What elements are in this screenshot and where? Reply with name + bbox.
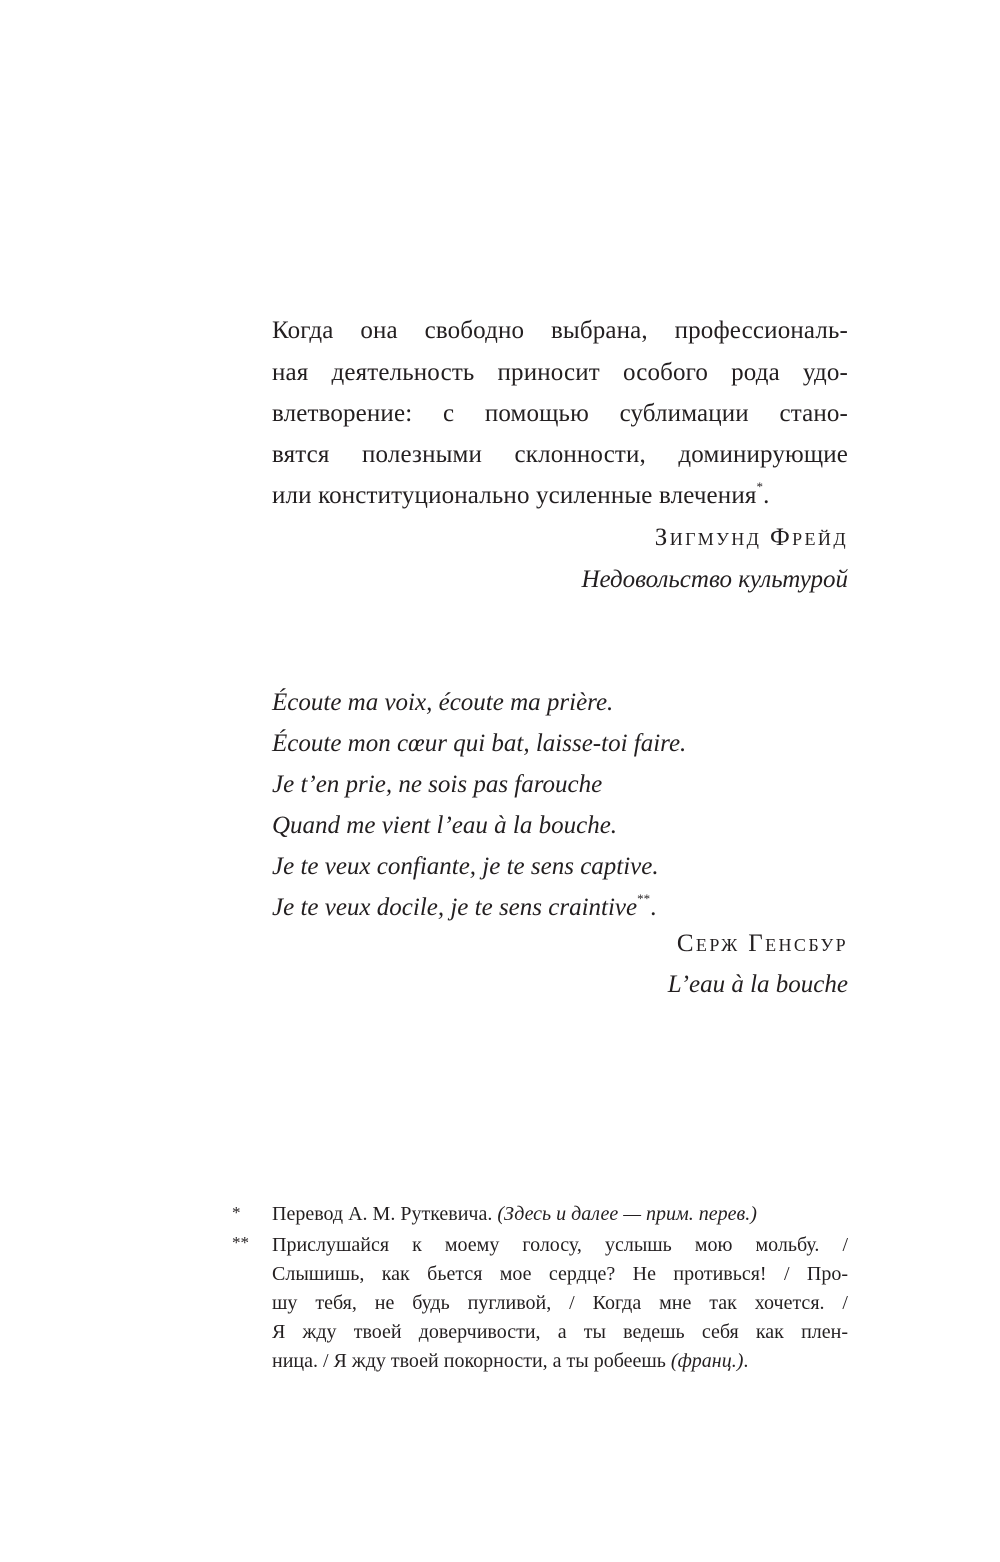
poem-line-text: Je te veux docile, je te sens craintive	[272, 894, 638, 921]
epigraph-line: вятся полезными склонности, доминирующие	[272, 441, 848, 468]
poem-line: Quand me vient l’eau à la bouche.	[272, 812, 618, 839]
poem-line: Écoute mon cœur qui bat, laisse-toi faire.	[272, 730, 687, 757]
epigraph-line: Когда она свободно выбрана, профессиональ-	[272, 317, 848, 344]
footnote-line: Прислушайся к моему голосу, услышь мою мольбу. /	[272, 1234, 848, 1256]
epigraph-author: Серж Генсбур	[676, 930, 848, 957]
footnote-italic: (Здесь и далее — прим. перев.)	[497, 1203, 757, 1225]
epigraph-work: L’eau à la bouche	[667, 971, 848, 998]
footnote-line: шу тебя, не будь пугливой, / Когда мне так хочется. /	[272, 1292, 848, 1314]
end-punct: .	[763, 482, 770, 509]
epigraph-work: Недовольство культурой	[581, 566, 848, 593]
footnote-italic: (франц.)	[670, 1350, 744, 1372]
end-punct: .	[743, 1350, 749, 1372]
epigraph-line: ная деятельность приносит особого рода удо-	[272, 359, 848, 386]
poem-line	[272, 891, 657, 922]
end-punct: .	[650, 894, 657, 921]
footnote-mark: **	[232, 1233, 249, 1252]
epigraph-author: Зигмунд Фрейд	[654, 524, 848, 551]
footnote-line	[272, 1203, 848, 1226]
footnote-line	[272, 1350, 848, 1373]
footnote-mark: *	[232, 1203, 241, 1222]
epigraph-line-text: или конституционально усиленные влечения	[272, 482, 757, 509]
footnote-ref: **	[637, 891, 651, 906]
footnote-line: Слышишь, как бьется мое сердце? Не противься! / Про-	[272, 1263, 848, 1285]
footnote-line: Я жду твоей доверчивости, а ты ведешь себя как плен-	[272, 1321, 848, 1343]
footnote-text: ница. / Я жду твоей покорности, а ты робеешь	[272, 1350, 671, 1372]
epigraph-line	[272, 479, 848, 510]
poem-line: Je t’en prie, ne sois pas farouche	[272, 771, 603, 798]
footnote-ref: *	[756, 479, 764, 494]
poem-line: Je te veux confiante, je te sens captive.	[272, 853, 659, 880]
poem-line: Écoute ma voix, écoute ma prière.	[272, 689, 614, 716]
footnote-text: Перевод А. М. Руткевича.	[272, 1203, 498, 1225]
epigraph-line: влетворение: с помощью сублимации стано-	[272, 400, 848, 427]
